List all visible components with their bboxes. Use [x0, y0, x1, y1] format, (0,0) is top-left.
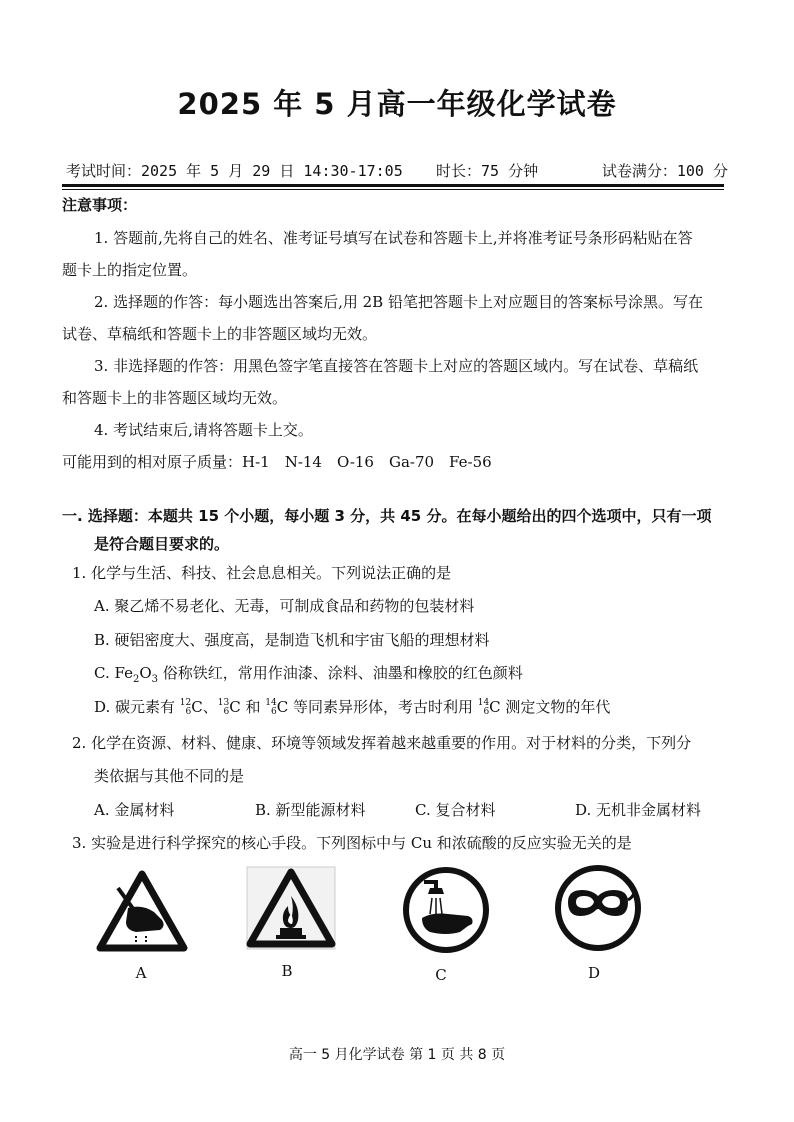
note-4: 4. 考试结束后,请将答题卡上交。	[94, 421, 313, 439]
exam-title: 2025 年 5 月高一年级化学试卷	[177, 87, 617, 121]
q1-c-pre: C. Fe	[94, 664, 133, 682]
exam-time: 考试时间：2025 年 5 月 29 日 14:30-17:05	[66, 162, 403, 180]
q1-option-a: A. 聚乙烯不易老化、无毒，可制成食品和药物的包装材料	[94, 597, 475, 615]
q3-label-c: C	[435, 966, 447, 984]
q1-option-d: D. 碳元素有 12 6C、13 6C 和 14 6C 等同素异形体，考古时利用 14 6C 测定文物的年代	[94, 698, 611, 717]
note-2-line-2: 试卷、草稿纸和答题卡上的非答题区域均无效。	[62, 325, 378, 343]
iso-13-label: 13 6	[217, 698, 230, 717]
exam-full-score: 试卷满分：100 分	[601, 162, 728, 180]
iso-12-label: 12 6	[179, 698, 192, 717]
exam-duration: 时长：75 分钟	[436, 162, 539, 180]
q3-stem: 3. 实验是进行科学探究的核心手段。下列图标中与 Cu 和浓硫酸的反应实验无关的是	[72, 834, 632, 852]
q2-option-b: B. 新型能源材料	[255, 801, 366, 819]
q3-label-b: B	[281, 962, 293, 980]
q1-option-b: B. 硬铝密度大、强度高，是制造飞机和宇宙飞船的理想材料	[94, 631, 490, 649]
section-1-heading-line-1: 一. 选择题：本题共 15 个小题，每小题 3 分，共 45 分。在每小题给出的四个选项中，只有一项	[62, 507, 712, 525]
q2-stem-line-1: 2. 化学在资源、材料、健康、环境等领域发挥着越来越重要的作用。对于材料的分类，下列分	[72, 734, 692, 752]
q1-c-post: 俗称铁红，常用作油漆、涂料、油墨和橡胶的红色颜料	[158, 664, 523, 682]
section-1-heading-line-2: 是符合题目要求的。	[94, 535, 230, 553]
q1-c-sub2: 3	[151, 674, 159, 685]
q2-option-a: A. 金属材料	[94, 801, 175, 819]
note-3-line-1: 3. 非选择题的作答：用黑色签字笔直接答在答题卡上对应的答题区域内。写在试卷、草稿纸	[94, 357, 699, 375]
iso-14-label: 14 6	[265, 698, 277, 717]
hand-wash-icon	[402, 866, 490, 954]
q1-stem: 1. 化学与生活、科技、社会息息相关。下列说法正确的是	[72, 564, 452, 582]
q1-c-sub1: 2	[132, 674, 140, 685]
q1-c-mid: O	[139, 664, 152, 682]
flame-hazard-icon	[246, 866, 336, 950]
note-3-line-2: 和答题卡上的非答题区域均无效。	[62, 389, 288, 407]
note-1-line-2: 题卡上的指定位置。	[62, 261, 198, 279]
notes-heading: 注意事项：	[62, 196, 138, 214]
note-1-line-1: 1. 答题前,先将自己的姓名、准考证号填写在试卷和答题卡上,并将准考证号条形码粘贴在答	[94, 229, 693, 247]
iso-14-label-2: 14 6	[477, 698, 490, 717]
q2-option-d: D. 无机非金属材料	[575, 801, 702, 819]
goggles-icon	[554, 864, 642, 952]
q1-option-c	[94, 663, 523, 690]
header-rule-thin	[62, 189, 724, 190]
note-2-line-1: 2. 选择题的作答：每小题选出答案后,用 2B 铅笔把答题卡上对应题目的答案标号涂黑。写在	[94, 293, 703, 311]
q2-option-c: C. 复合材料	[415, 801, 496, 819]
atomic-mass-line: 可能用到的相对原子质量：H-1 N-14 O-16 Ga-70 Fe-56	[62, 453, 492, 471]
q2-stem-line-2: 类依据与其他不同的是	[94, 767, 245, 785]
page-footer: 高一 5 月化学试卷 第 1 页 共 8 页	[288, 1047, 506, 1063]
q3-label-d: D	[587, 964, 601, 982]
q3-label-a: A	[135, 964, 147, 982]
q1-d-pre: D. 碳元素有	[94, 698, 180, 716]
hazard-hand-dropper-icon	[96, 870, 188, 952]
header-rule-thick	[62, 184, 724, 187]
